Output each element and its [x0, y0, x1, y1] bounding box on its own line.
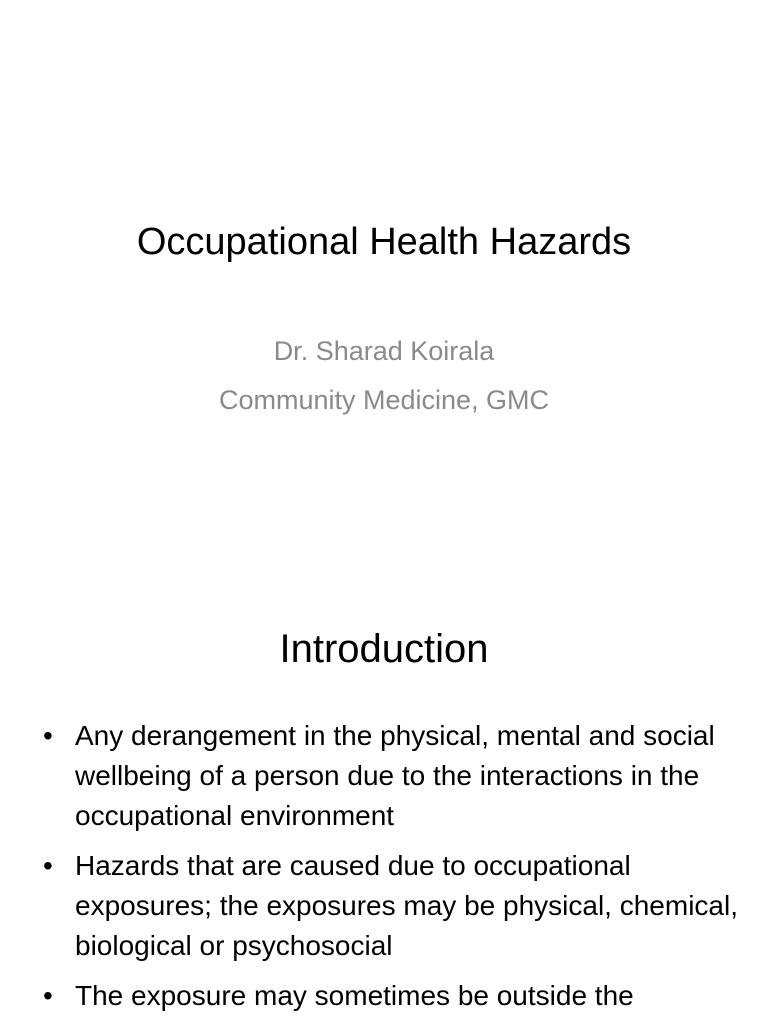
presentation-title: Occupational Health Hazards — [136, 221, 632, 263]
bullet-item — [0, 846, 768, 966]
bullet-text: Any derangement in the physical, mental and social wellbeing of a person due to the interactions in the occupational environment — [75, 720, 715, 831]
bullet-icon: • — [43, 980, 53, 1011]
bullet-item — [0, 976, 768, 1016]
bullet-list — [0, 716, 768, 1024]
author-affiliation: Community Medicine, GMC — [218, 385, 550, 415]
author-name: Dr. Sharad Koirala — [273, 336, 495, 366]
introduction-slide — [0, 576, 768, 1024]
bullet-text: Hazards that are caused due to occupational exposures; the exposures may be physical, chemical, biological or psychosocial — [75, 850, 738, 961]
bullet-text: The exposure may sometimes be outside the — [75, 980, 634, 1011]
slide-title: Introduction — [279, 627, 489, 671]
bullet-icon: • — [43, 720, 53, 751]
bullet-item — [0, 716, 768, 836]
bullet-icon: • — [43, 850, 53, 881]
